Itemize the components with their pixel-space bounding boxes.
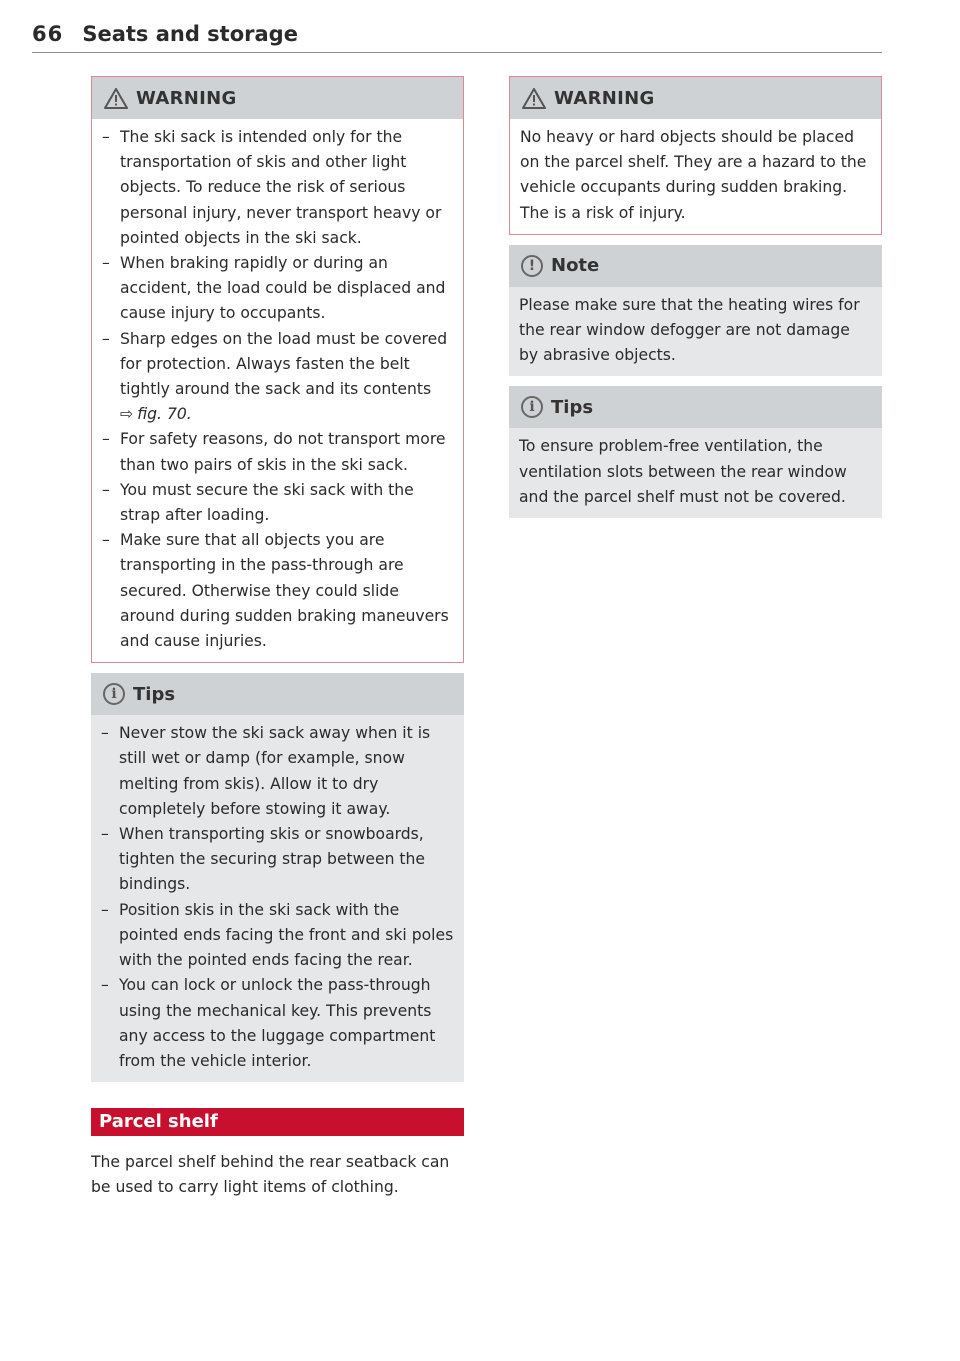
note-body: Please make sure that the heating wires for the rear window defogger are not damage by abrasive objects. <box>509 287 882 377</box>
info-circle-icon: i <box>103 683 125 705</box>
list-item: – When braking rapidly or during an accident, the load could be displaced and cause injury to occupants. <box>102 251 453 327</box>
section-title: Seats and storage <box>82 22 298 46</box>
note-header <box>509 245 882 287</box>
warning-header <box>92 77 463 119</box>
list-item: – Never stow the ski sack away when it is still wet or damp (for example, snow melting from skis). Allow it to dry completely before stowing it away. <box>101 721 454 822</box>
tips-header <box>509 386 882 428</box>
list-item: – You can lock or unlock the pass-through using the mechanical key. This prevents any access to the luggage compartment from the vehicle interior. <box>101 973 454 1074</box>
warning-heading: WARNING <box>136 87 237 109</box>
warning-body <box>92 119 463 662</box>
tips-box <box>509 386 882 518</box>
warning-box <box>91 76 464 663</box>
note-heading: Note <box>551 255 600 277</box>
warning-triangle-icon <box>104 88 128 109</box>
warning-header <box>510 77 881 119</box>
list-item: – You must secure the ski sack with the strap after loading. <box>102 478 453 528</box>
warning-body: No heavy or hard objects should be placed on the parcel shelf. They are a hazard to the vehicle occupants during sudden braking. The is a risk of injury. <box>520 128 867 222</box>
warning-triangle-icon <box>522 88 546 109</box>
list-item-text: Sharp edges on the load must be covered for protection. Always fasten the belt tightly around the sack and its contents <box>120 329 448 399</box>
list-item: – Position skis in the ski sack with the pointed ends facing the front and ski poles with the pointed ends facing the rear. <box>101 898 454 974</box>
list-item: – Make sure that all objects you are transporting in the pass-through are secured. Otherwise they could slide around during sudden braking maneuvers and cause injuries. <box>102 528 453 654</box>
tips-heading: Tips <box>551 396 594 418</box>
tips-header <box>91 673 464 715</box>
arrow-right-icon: ⇨ <box>120 405 134 424</box>
tips-box <box>91 673 464 1082</box>
tips-heading: Tips <box>133 683 176 705</box>
left-column <box>91 76 464 1201</box>
page-number: 66 <box>32 22 64 46</box>
list-item: – When transporting skis or snowboards, tighten the securing strap between the bindings. <box>101 822 454 898</box>
header-divider <box>32 52 882 53</box>
figure-reference[interactable]: fig. 70. <box>137 405 192 424</box>
list-item: – For safety reasons, do not transport more than two pairs of skis in the ski sack. <box>102 427 453 477</box>
page-header <box>32 22 882 46</box>
list-item: – The ski sack is intended only for the transportation of skis and other light objects. To reduce the risk of serious personal injury, never transport heavy or pointed objects in the ski sack. <box>102 125 453 251</box>
tips-body <box>91 715 464 1082</box>
exclamation-circle-icon: ! <box>521 255 543 277</box>
warning-heading: WARNING <box>554 87 655 109</box>
section-heading-parcel-shelf: Parcel shelf <box>91 1108 464 1136</box>
note-box <box>509 245 882 377</box>
warning-box <box>509 76 882 235</box>
tips-body: To ensure problem-free ventilation, the ventilation slots between the rear window and the parcel shelf must not be covered. <box>509 428 882 518</box>
right-column <box>509 76 882 518</box>
info-circle-icon: i <box>521 396 543 418</box>
list-item <box>102 327 453 428</box>
section-body-text: The parcel shelf behind the rear seatback can be used to carry light items of clothing. <box>91 1153 450 1197</box>
